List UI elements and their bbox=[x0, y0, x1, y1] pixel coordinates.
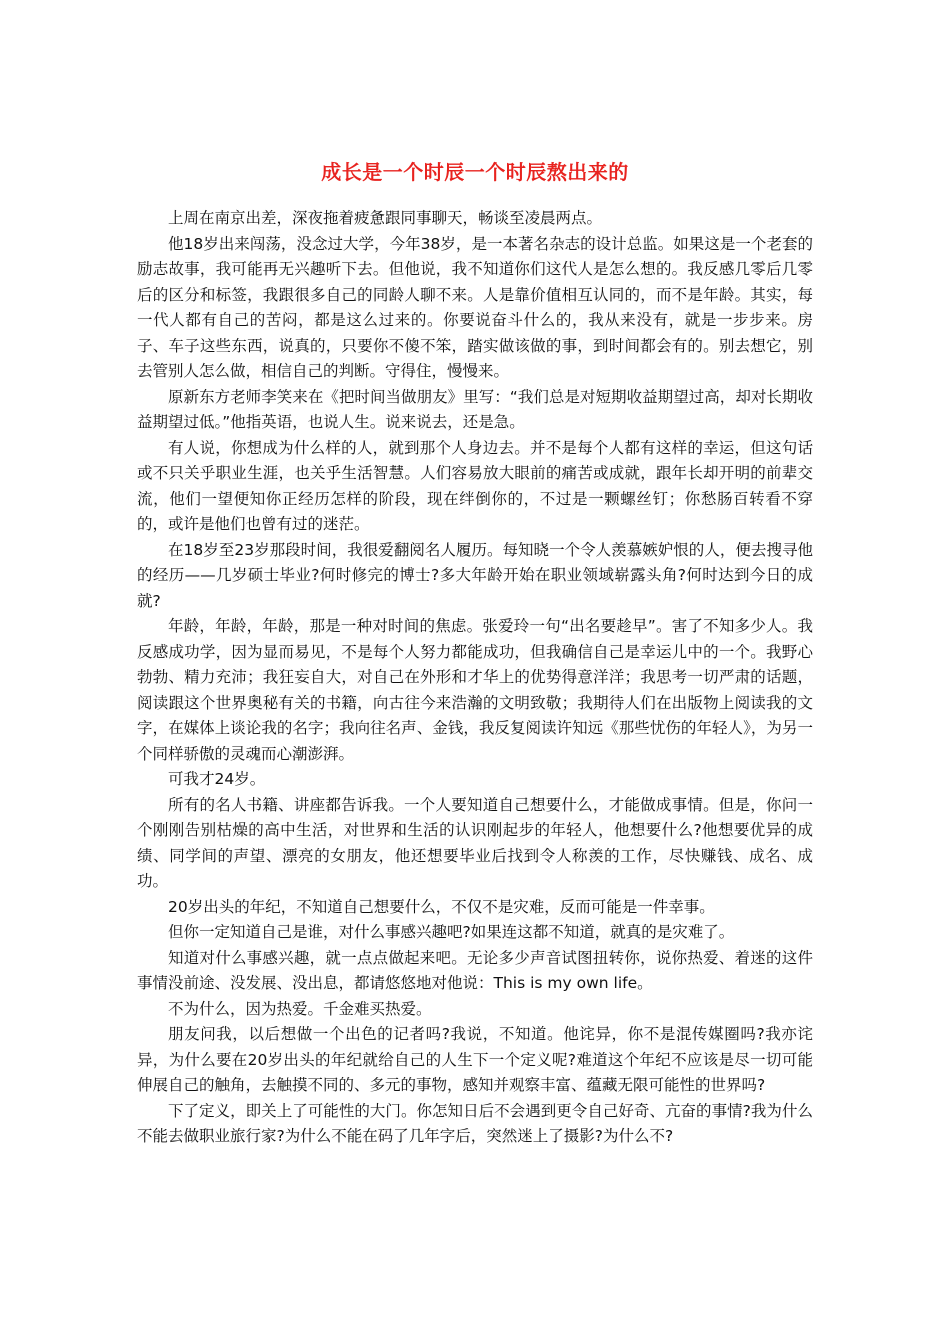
paragraph: 20岁出头的年纪，不知道自己想要什么，不仅不是灾难，反而可能是一件幸事。 bbox=[168, 897, 715, 916]
paragraph: 年龄，年龄，年龄，那是一种对时间的焦虑。张爱玲一句“出名要趁早”。害了不知多少人。我反感成功学，因为显而易见，不是每个人努力都能成功，但我确信自己是幸运儿中的一个。我野心勃勃、精力充沛；我狂妄自大，对自己在外形和才华上的优势得意洋洋；我思考一切严肃的话题，阅读跟这个世界奥秘有关的书籍，向古往今来浩瀚的文明致敬；我期待人们在出版物上阅读我的文字，在媒体上谈论我的名字；我向往名声、金钱，我反复阅读许知远《那些忧伤的年轻人》，为另一个同样骄傲的灵魂而心潮澎湃。 bbox=[137, 617, 813, 763]
paragraph: 上周在南京出差，深夜拖着疲惫跟同事聊天，畅谈至凌晨两点。 bbox=[168, 209, 603, 227]
paragraph: 所有的名人书籍、讲座都告诉我。一个人要知道自己想要什么，才能做成事情。但是，你问一个刚刚告别枯燥的高中生活，对世界和生活的认识刚起步的年轻人，他想要什么?他想要优异的成绩、同学间的声望、漂亮的女朋友，他还想要毕业后找到令人称羡的工作，尽快赚钱、成名、成功。 bbox=[137, 795, 813, 890]
paragraph: 朋友问我，以后想做一个出色的记者吗?我说，不知道。他诧异，你不是混传媒圈吗?我亦诧异，为什么要在20岁出头的年纪就给自己的人生下一个定义呢?难道这个年纪不应该是尽一切可能伸展自己的触角，去触摸不同的、多元的事物，感知并观察丰富、蕴藏无限可能性的世界吗? bbox=[137, 1025, 813, 1094]
paragraph: 原新东方老师李笑来在《把时间当做朋友》里写：“我们总是对短期收益期望过高，却对长期收益期望过低。”他指英语，也说人生。说来说去，还是急。 bbox=[137, 387, 813, 431]
paragraph: 有人说，你想成为什么样的人，就到那个人身边去。并不是每个人都有这样的幸运，但这句话或不只关乎职业生涯，也关乎生活智慧。人们容易放大眼前的痛苦或成就，跟年长却开明的前辈交流，他们一望便知你正经历怎样的阶段，现在绊倒你的，不过是一颗螺丝钉；你愁肠百转看不穿的，或许是他们也曾有过的迷茫。 bbox=[137, 438, 813, 533]
paragraph: 在18岁至23岁那段时间，我很爱翻阅名人履历。每知晓一个令人羡慕嫉妒恨的人，便去搜寻他的经历——几岁硕士毕业?何时修完的博士?多大年龄开始在职业领域崭露头角?何时达到今日的成就? bbox=[137, 540, 813, 610]
paragraph: 下了定义，即关上了可能性的大门。你怎知日后不会遇到更令自己好奇、亢奋的事情?我为什么不能去做职业旅行家?为什么不能在码了几年字后，突然迷上了摄影?为什么不? bbox=[137, 1101, 813, 1145]
paragraph: 知道对什么事感兴趣，就一点点做起来吧。无论多少声音试图扭转你，说你热爱、着迷的这件事情没前途、没发展、没出息，都请悠悠地对他说：This is my own life。 bbox=[137, 948, 813, 992]
paragraph: 不为什么，因为热爱。千金难买热爱。 bbox=[168, 999, 432, 1018]
paragraph: 可我才24岁。 bbox=[168, 770, 266, 788]
document-title: 成长是一个时辰一个时辰熬出来的 bbox=[321, 160, 629, 184]
paragraph: 他18岁出来闯荡，没念过大学，今年38岁，是一本著名杂志的设计总监。如果这是一个老套的励志故事，我可能再无兴趣听下去。但他说，我不知道你们这代人是怎么想的。我反感几零后几零后的区分和标签，我跟很多自己的同龄人聊不来。人是靠价值相互认同的，而不是年龄。其实，每一代人都有自己的苦闷，都是这么过来的。你要说奋斗什么的，我从来没有，就是一步步来。房子、车子这些东西，说真的，只要你不傻不笨，踏实做该做的事，到时间都会有的。别去想它，别去管别人怎么做，相信自己的判断。守得住，慢慢来。 bbox=[137, 234, 813, 380]
document-body bbox=[137, 206, 813, 1150]
paragraph: 但你一定知道自己是谁，对什么事感兴趣吧?如果连这都不知道，就真的是灾难了。 bbox=[168, 923, 735, 941]
